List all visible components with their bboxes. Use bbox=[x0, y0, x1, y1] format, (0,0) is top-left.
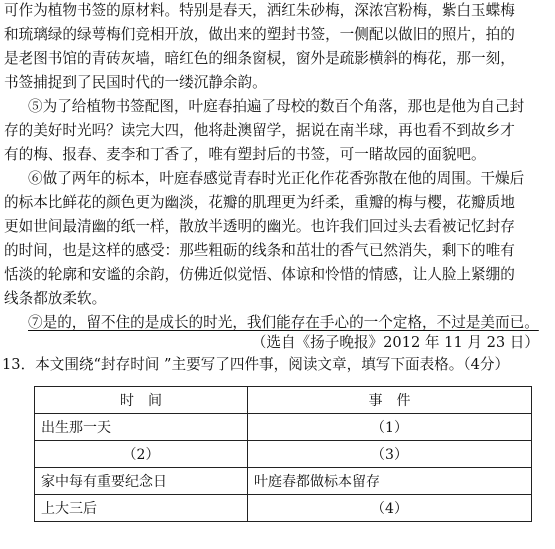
table-row bbox=[35, 414, 532, 441]
question-13: 13．本文围绕“封存时间 ”主要写了四件事，阅读文章，填写下面表格。（4分） bbox=[2, 356, 510, 373]
table-row bbox=[35, 468, 532, 495]
header-event: 事 件 bbox=[248, 387, 532, 414]
text-line: 有的梅、报春、麦李和丁香了，唯有塑封后的书签，可一睹故园的面貌吧。 bbox=[4, 146, 486, 163]
text-line: 和琉璃绿的绿萼梅们竞相开放，做出来的塑封书签，一侧配以做旧的照片，拍的 bbox=[4, 26, 515, 43]
paragraph-7-underlined: ⑦是的，留不住的是成长的时光，我们能存在手心的一个定格，不过是美而已。 bbox=[28, 314, 539, 331]
table-row bbox=[35, 441, 532, 468]
answer-table bbox=[34, 386, 532, 522]
text-line: 的标本比鲜花的颜色更为幽淡，花瓣的肌理更为纤柔，重瓣的梅与樱，花瓣质地 bbox=[4, 194, 515, 211]
cell-time: 上大三后 bbox=[35, 495, 248, 522]
cell-event: 叶庭春都做标本留存 bbox=[248, 468, 532, 495]
text-line: 线条都放柔软。 bbox=[4, 290, 107, 307]
cell-blank-2: （2） bbox=[35, 441, 248, 468]
cell-blank-4: （4） bbox=[248, 495, 532, 522]
text-line: 更如世间最清幽的纸一样，散放半透明的幽光。也许我们回过头去看被记忆封存 bbox=[4, 218, 515, 235]
source-citation: （选自《扬子晚报》2012 年 11 月 23 日） bbox=[251, 334, 539, 351]
paragraph-5-start: ⑤为了给植物书签配图，叶庭春拍遍了母校的数百个角落，那也是他为自己封 bbox=[28, 98, 525, 115]
paragraph-6-start: ⑥做了两年的标本，叶庭春感觉青春时光正化作花香弥散在他的周围。干燥后 bbox=[28, 170, 525, 187]
table-header-row bbox=[35, 387, 532, 414]
header-time: 时 间 bbox=[35, 387, 248, 414]
text-line: 的时间，也是这样的感受：那些粗砺的线条和茁壮的香气已然消失，剩下的唯有 bbox=[4, 242, 515, 259]
text-line: 恬淡的轮廓和安谧的余韵，仿佛近似觉悟、体谅和怜惜的情感，让人脸上紧绷的 bbox=[4, 266, 515, 283]
table-row bbox=[35, 495, 532, 522]
text-line: 存的美好时光吗？读完大四，他将赴澳留学，据说在南半球，再也看不到故乡才 bbox=[4, 122, 515, 139]
text-line: 是老图书馆的青砖灰墙，暗红色的细条窗棂，窗外是疏影横斜的梅花，那一刻， bbox=[4, 50, 515, 67]
text-line: 可作为植物书签的原材料。特别是春天，洒红朱砂梅，深浓宫粉梅，紫白玉蝶梅 bbox=[4, 2, 515, 19]
cell-blank-3: （3） bbox=[248, 441, 532, 468]
text-line: 书签捕捉到了民国时代的一缕沉静余韵。 bbox=[4, 74, 267, 91]
cell-time: 出生那一天 bbox=[35, 414, 248, 441]
cell-blank-1: （1） bbox=[248, 414, 532, 441]
cell-time: 家中每有重要纪念日 bbox=[35, 468, 248, 495]
